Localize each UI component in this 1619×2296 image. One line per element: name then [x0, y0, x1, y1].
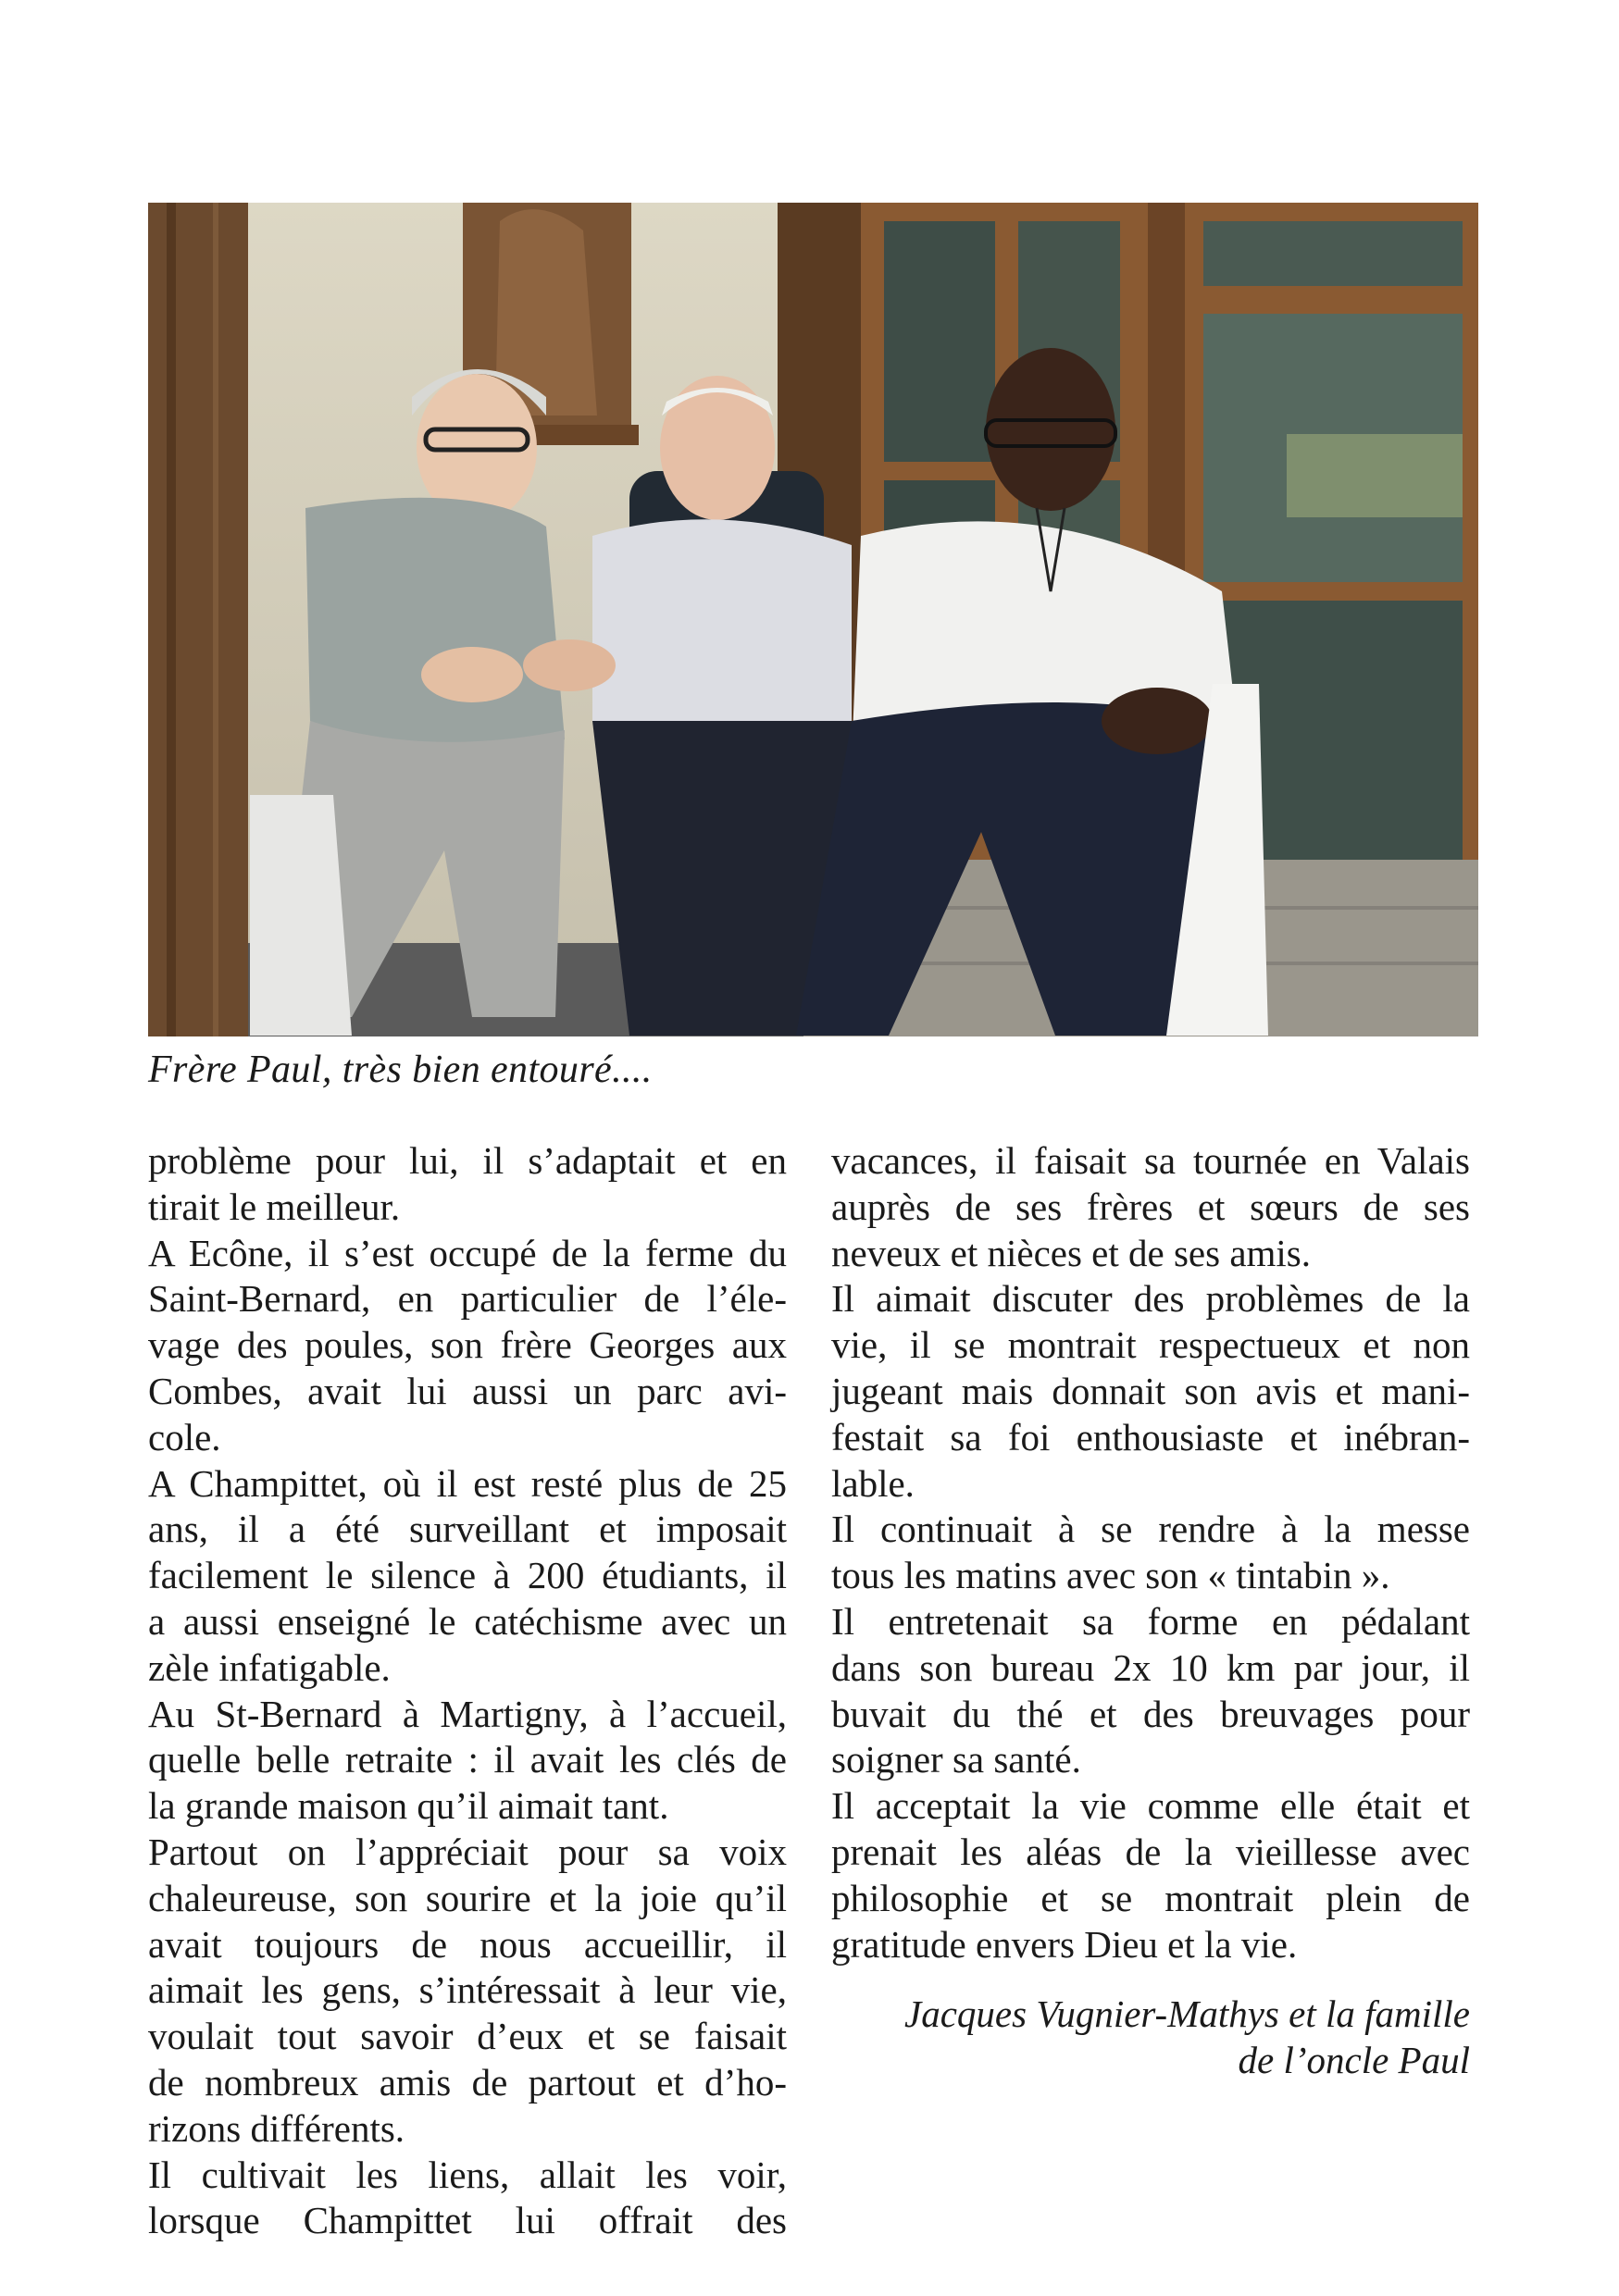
text-line: voulait tout savoir d’eux et se faisait	[148, 2015, 787, 2058]
text-line: de nombreux amis de partout et d’ho-	[148, 2060, 787, 2104]
photo	[148, 203, 1478, 1036]
text-line: lable.	[831, 1461, 915, 1505]
text-column-right	[831, 1138, 1470, 2084]
text-line: vie, il se montrait respectueux et non	[831, 1323, 1470, 1367]
text-line: Il acceptait la vie comme elle était et	[831, 1784, 1470, 1828]
text-line: cole.	[148, 1415, 221, 1458]
text-line: avait toujours de nous accueillir, il	[148, 1922, 787, 1966]
text-column-left	[148, 1138, 787, 2244]
text-line: neveux et nièces et de ses amis.	[831, 1231, 1312, 1274]
text-line: Il cultivait les liens, allait les voir,	[148, 2153, 787, 2196]
signature-line-1: Jacques Vugnier-Mathys et la famille	[904, 1992, 1470, 2036]
text-line: Combes, avait lui aussi un parc avi-	[148, 1369, 787, 1412]
text-line: jugeant mais donnait son avis et mani-	[831, 1369, 1470, 1412]
signature-line-2: de l’oncle Paul	[1238, 2039, 1470, 2082]
text-line: A Champittet, où il est resté plus de 25	[148, 1461, 787, 1505]
text-line: a aussi enseigné le catéchisme avec un	[148, 1599, 787, 1643]
text-line: Au St-Bernard à Martigny, à l’accueil,	[148, 1692, 787, 1735]
text-line: dans son bureau 2x 10 km par jour, il	[831, 1645, 1470, 1689]
text-line: vage des poules, son frère Georges aux	[148, 1323, 787, 1367]
text-line: Partout on l’appréciait pour sa voix	[148, 1830, 787, 1873]
text-line: festait sa foi enthousiaste et inébran-	[831, 1415, 1470, 1458]
text-line: tous les matins avec son « tintabin ».	[831, 1554, 1390, 1597]
text-line: gratitude envers Dieu et la vie.	[831, 1922, 1298, 1966]
text-line: philosophie et se montrait plein de	[831, 1876, 1470, 1919]
text-line: quelle belle retraite : il avait les clés de	[148, 1738, 787, 1781]
text-line: vacances, il faisait sa tournée en Valais	[831, 1139, 1470, 1182]
text-line: lorsque Champittet lui offrait des	[148, 2199, 787, 2242]
text-line: soigner sa santé.	[831, 1738, 1081, 1781]
wooden-post-left	[148, 203, 248, 1036]
text-line: la grande maison qu’il aimait tant.	[148, 1784, 669, 1828]
photo-caption: Frère Paul, très bien entouré....	[148, 1049, 653, 1091]
text-line: A Ecône, il s’est occupé de la ferme du	[148, 1231, 787, 1274]
text-line: facilement le silence à 200 étudiants, il	[148, 1554, 787, 1597]
text-line: buvait du thé et des breuvages pour	[831, 1692, 1470, 1735]
text-line: Il continuait à se rendre à la messe	[831, 1508, 1470, 1551]
text-line: Il aimait discuter des problèmes de la	[831, 1277, 1470, 1321]
text-line: Saint-Bernard, en particulier de l’éle-	[148, 1277, 787, 1321]
text-line: zèle infatigable.	[148, 1645, 391, 1689]
text-line: aimait les gens, s’intéressait à leur vie,	[148, 1968, 787, 2012]
text-line: Il entretenait sa forme en pédalant	[831, 1599, 1470, 1643]
text-line: ans, il a été surveillant et imposait	[148, 1508, 787, 1551]
text-line: rizons différents.	[148, 2106, 405, 2150]
text-line: prenait les aléas de la vieillesse avec	[831, 1830, 1470, 1873]
text-line: auprès de ses frères et sœurs de ses	[831, 1185, 1470, 1228]
photo-illustration	[148, 203, 1478, 1036]
text-line: tirait le meilleur.	[148, 1185, 401, 1228]
signature	[831, 1992, 1470, 2084]
text-line: problème pour lui, il s’adaptait et en	[148, 1139, 787, 1182]
text-line: chaleureuse, son sourire et la joie qu’il	[148, 1876, 787, 1919]
